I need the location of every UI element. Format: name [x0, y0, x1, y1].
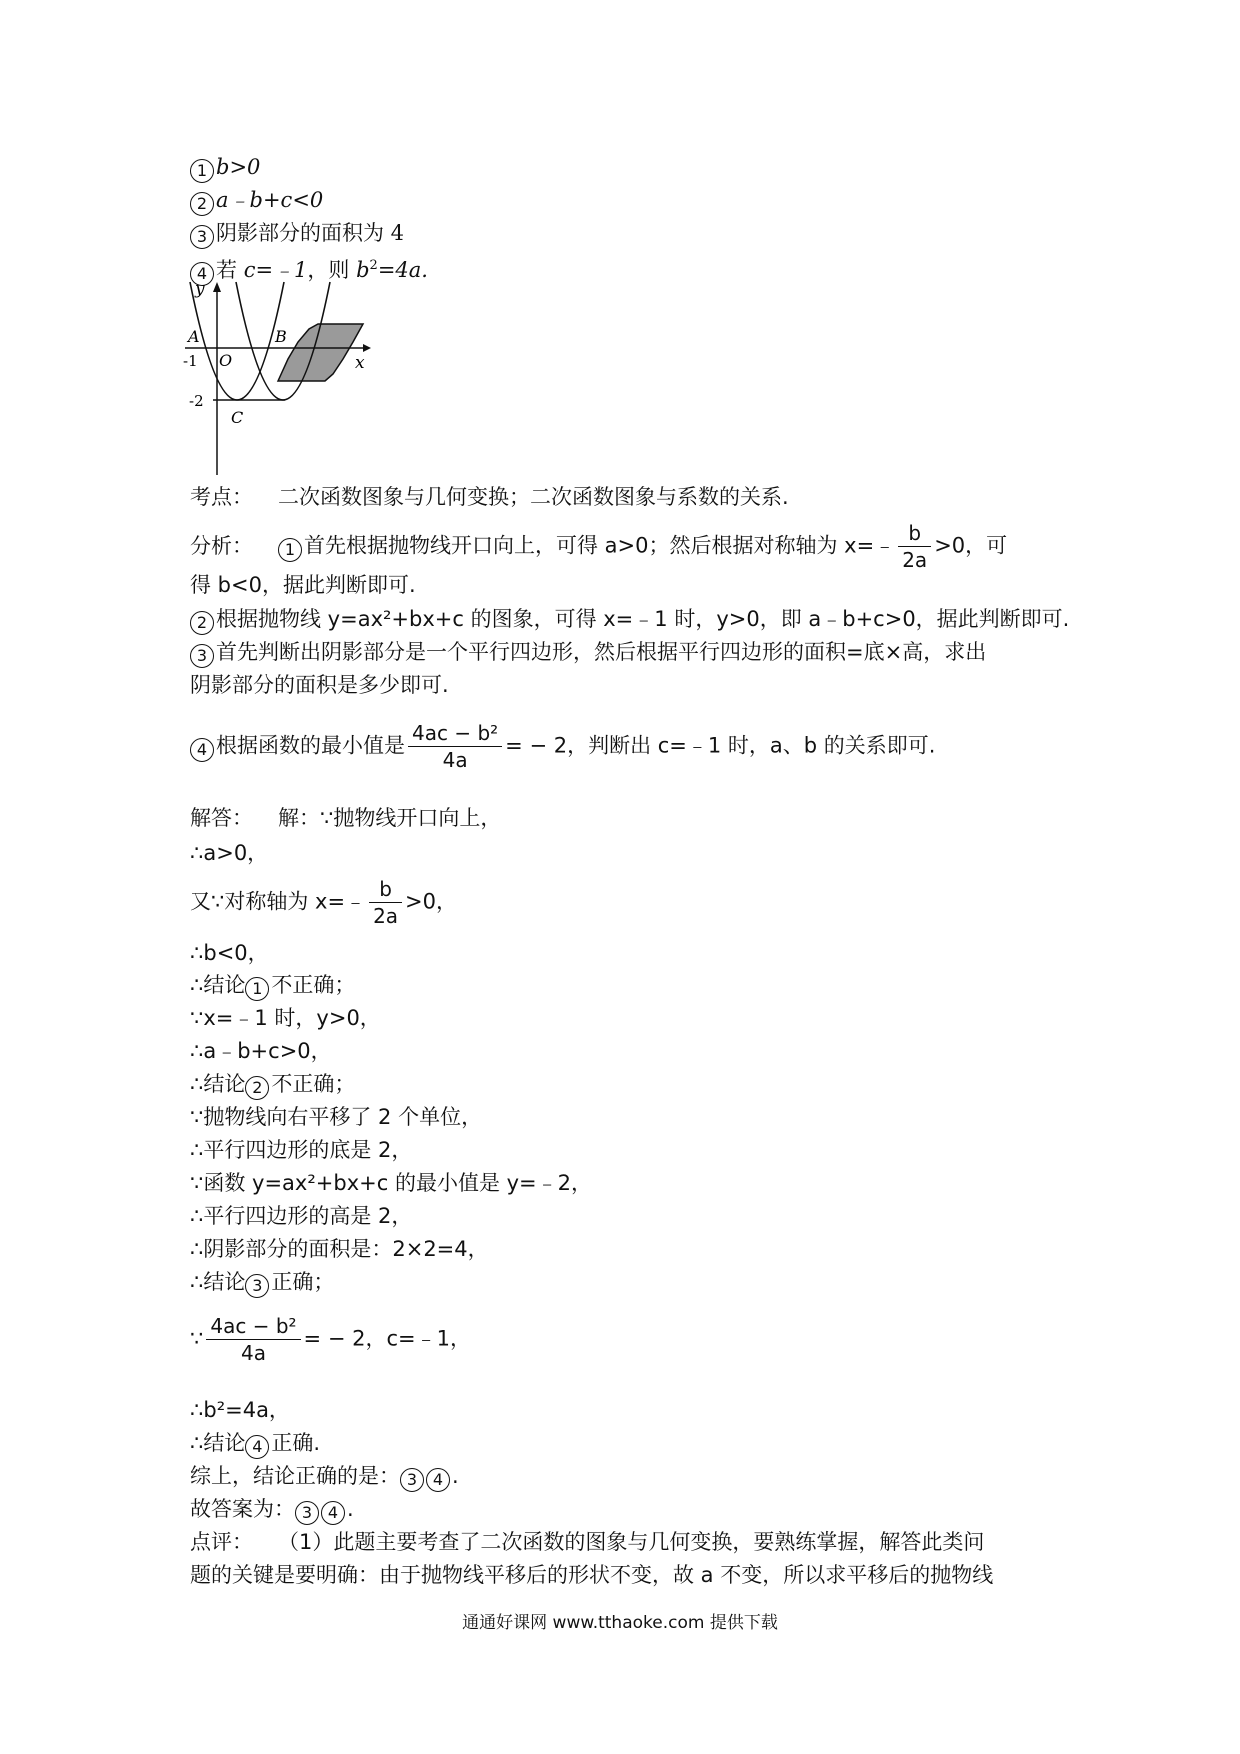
x-axis-arrow: [363, 344, 371, 352]
fenxi-p3-b: 阴影部分的面积是多少即可.: [190, 673, 449, 697]
jieda-line-18: [190, 1461, 459, 1492]
fenxi-p1-a: 首先根据抛物线开口向上，可得 a>0；然后根据对称轴为 x=﹣: [304, 533, 896, 558]
jieda-line-11: [190, 1168, 592, 1198]
conclusion-text: b>0: [216, 155, 261, 179]
conclusion-2: [190, 185, 323, 216]
fenxi-p4-b: = − 2，判断出 c=﹣1 时，a、b 的关系即可.: [505, 733, 936, 758]
circled-number: 2: [190, 192, 214, 216]
fenxi-line-4: [190, 637, 986, 668]
tick-label-neg2: -2: [189, 392, 204, 410]
page-footer: 通通好课网 www.tthaoke.com 提供下载: [462, 1613, 778, 1633]
jieda-l9: ∵抛物线向右平移了 2 个单位，: [190, 1105, 483, 1129]
jieda-line-19: [190, 1494, 354, 1525]
conclusion-mid: ，则: [307, 258, 357, 282]
jieda-l19: 故答案为：: [190, 1497, 295, 1521]
tick-label-neg1: -1: [183, 352, 198, 370]
label-C: C: [231, 408, 244, 427]
circled-number: 2: [245, 1076, 269, 1100]
jieda-l5-a: ∴结论: [190, 973, 246, 997]
jieda-l16: ∴b²=4a，: [190, 1398, 290, 1422]
dianping-line-2: [190, 1560, 993, 1590]
jieda-line-15: [190, 1313, 471, 1366]
jieda-l17-a: ∴结论: [190, 1431, 246, 1455]
conclusion-text: 阴影部分的面积为 4: [216, 221, 405, 245]
label-B: B: [275, 327, 287, 346]
jieda-l1: 解：∵抛物线开口向上，: [278, 806, 502, 830]
fraction-min-value: [408, 720, 502, 773]
jieda-l2: ∴a>0，: [190, 841, 269, 865]
jieda-line-14: [190, 1267, 334, 1298]
dianping-label: 点评：: [190, 1530, 253, 1554]
circled-number: 1: [278, 538, 302, 562]
conclusion-c: c=﹣1: [243, 258, 308, 282]
jieda-line-7: [190, 1036, 332, 1066]
jieda-l12: ∴平行四边形的高是 2，: [190, 1204, 413, 1228]
jieda-l19-end: .: [347, 1497, 354, 1521]
circled-number: 4: [245, 1435, 269, 1459]
fraction-b-2a: [898, 520, 931, 573]
jieda-line-5: [190, 970, 355, 1001]
jieda-line-2: [190, 838, 268, 868]
circled-number: 3: [400, 1468, 424, 1492]
fenxi-p1-b: >0，可: [934, 533, 1008, 558]
fenxi-line-6: [190, 720, 935, 773]
circled-number: 4: [190, 738, 214, 762]
frac-num: 4ac − b²: [408, 720, 502, 747]
frac-den: 4a: [240, 1341, 266, 1365]
circled-number: 2: [190, 611, 214, 635]
jieda-l18: 综上，结论正确的是：: [190, 1464, 400, 1488]
fenxi-p4-a: 根据函数的最小值是: [216, 733, 405, 758]
kaodian-label: 考点：: [190, 485, 253, 509]
y-label: y: [195, 279, 205, 299]
frac-den: 2a: [902, 548, 928, 572]
parabola-figure: [185, 280, 415, 480]
fenxi-p1-c: 得 b<0，据此判断即可.: [190, 573, 416, 597]
circled-number: 1: [245, 977, 269, 1001]
label-A: A: [188, 327, 200, 346]
jieda-l15-b: = − 2，c=﹣1，: [303, 1326, 471, 1351]
jieda-line-16: [190, 1395, 290, 1425]
circled-number: 3: [190, 225, 214, 249]
kaodian-text: 二次函数图象与几何变换；二次函数图象与系数的关系.: [278, 485, 789, 509]
fenxi-line-5: [190, 670, 449, 700]
dianping-line-1: [190, 1527, 984, 1557]
fenxi-line-2: [190, 570, 416, 600]
jieda-l5-b: 不正确；: [271, 973, 356, 997]
shade-poly: [278, 324, 363, 381]
jieda-l10: ∴平行四边形的底是 2，: [190, 1138, 413, 1162]
x-label: x: [355, 353, 365, 373]
frac-num: 4ac − b²: [206, 1313, 300, 1340]
jieda-line-1: [190, 803, 501, 833]
kaodian-line: [190, 482, 789, 512]
circled-number: 1: [190, 159, 214, 183]
parabola-original: [190, 282, 284, 400]
jieda-l7: ∴a﹣b+c>0，: [190, 1039, 332, 1063]
conclusion-exp: 2: [369, 258, 378, 273]
jieda-l8-a: ∴结论: [190, 1072, 246, 1096]
jieda-l3-a: 又∵对称轴为 x=﹣: [190, 889, 367, 914]
circled-number: 3: [245, 1274, 269, 1298]
conclusion-3: [190, 218, 404, 249]
jieda-l18-end: .: [452, 1464, 459, 1488]
jieda-line-13: [190, 1234, 489, 1264]
jieda-line-12: [190, 1201, 412, 1231]
jieda-line-10: [190, 1135, 412, 1165]
circled-number: 3: [190, 644, 214, 668]
conclusion-b: b: [356, 258, 370, 282]
fenxi-p2: 根据抛物线 y=ax²+bx+c 的图象，可得 x=﹣1 时，y>0，即 a﹣b+c>0，据此判断即可.: [216, 607, 1070, 631]
frac-num: b: [369, 876, 402, 903]
jieda-l14-a: ∴结论: [190, 1270, 246, 1294]
jieda-line-4: [190, 938, 269, 968]
conclusion-text: a﹣b+c<0: [216, 188, 324, 212]
dianping-text-b: 题的关键是要明确：由于抛物线平移后的形状不变，故 a 不变，所以求平移后的抛物线: [190, 1563, 994, 1587]
fraction-min-value: [206, 1313, 300, 1366]
jieda-l15-pre: ∵: [190, 1326, 204, 1351]
jieda-l11: ∵函数 y=ax²+bx+c 的最小值是 y=﹣2，: [190, 1171, 593, 1195]
circled-number: 4: [426, 1468, 450, 1492]
fraction-b-2a: [369, 876, 402, 929]
conclusion-1: [190, 152, 260, 183]
jieda-l3-b: >0，: [405, 889, 458, 914]
frac-num: b: [898, 520, 931, 547]
fenxi-label: 分析：: [190, 533, 253, 558]
jieda-l8-b: 不正确；: [271, 1072, 356, 1096]
jieda-l17-b: 正确.: [271, 1431, 321, 1455]
fenxi-p3-a: 首先判断出阴影部分是一个平行四边形，然后根据平行四边形的面积=底×高，求出: [216, 640, 987, 664]
jieda-l14-b: 正确；: [271, 1270, 335, 1294]
dianping-text-a: （1）此题主要考查了二次函数的图象与几何变换，要熟练掌握，解答此类问: [278, 1530, 985, 1554]
jieda-line-3: [190, 876, 457, 929]
jieda-line-17: [190, 1428, 320, 1459]
fenxi-line-3: [190, 604, 1069, 635]
jieda-l13: ∴阴影部分的面积是：2×2=4，: [190, 1237, 489, 1261]
conclusion-pre: 若: [216, 258, 244, 282]
y-axis-arrow: [213, 282, 221, 292]
frac-den: 2a: [373, 904, 399, 928]
jieda-l6: ∵x=﹣1 时，y>0，: [190, 1006, 381, 1030]
circled-number: 3: [295, 1501, 319, 1525]
conclusion-rest: =4a.: [377, 258, 428, 282]
jieda-line-8: [190, 1069, 355, 1100]
jieda-l4: ∴b<0，: [190, 941, 269, 965]
circled-number: 4: [321, 1501, 345, 1525]
circled-number: 4: [190, 262, 214, 286]
frac-den: 4a: [442, 748, 468, 772]
jieda-line-9: [190, 1102, 482, 1132]
label-O: O: [219, 351, 233, 370]
jieda-label: 解答：: [190, 806, 253, 830]
jieda-line-6: [190, 1003, 381, 1033]
fenxi-line-1: [190, 520, 1007, 573]
